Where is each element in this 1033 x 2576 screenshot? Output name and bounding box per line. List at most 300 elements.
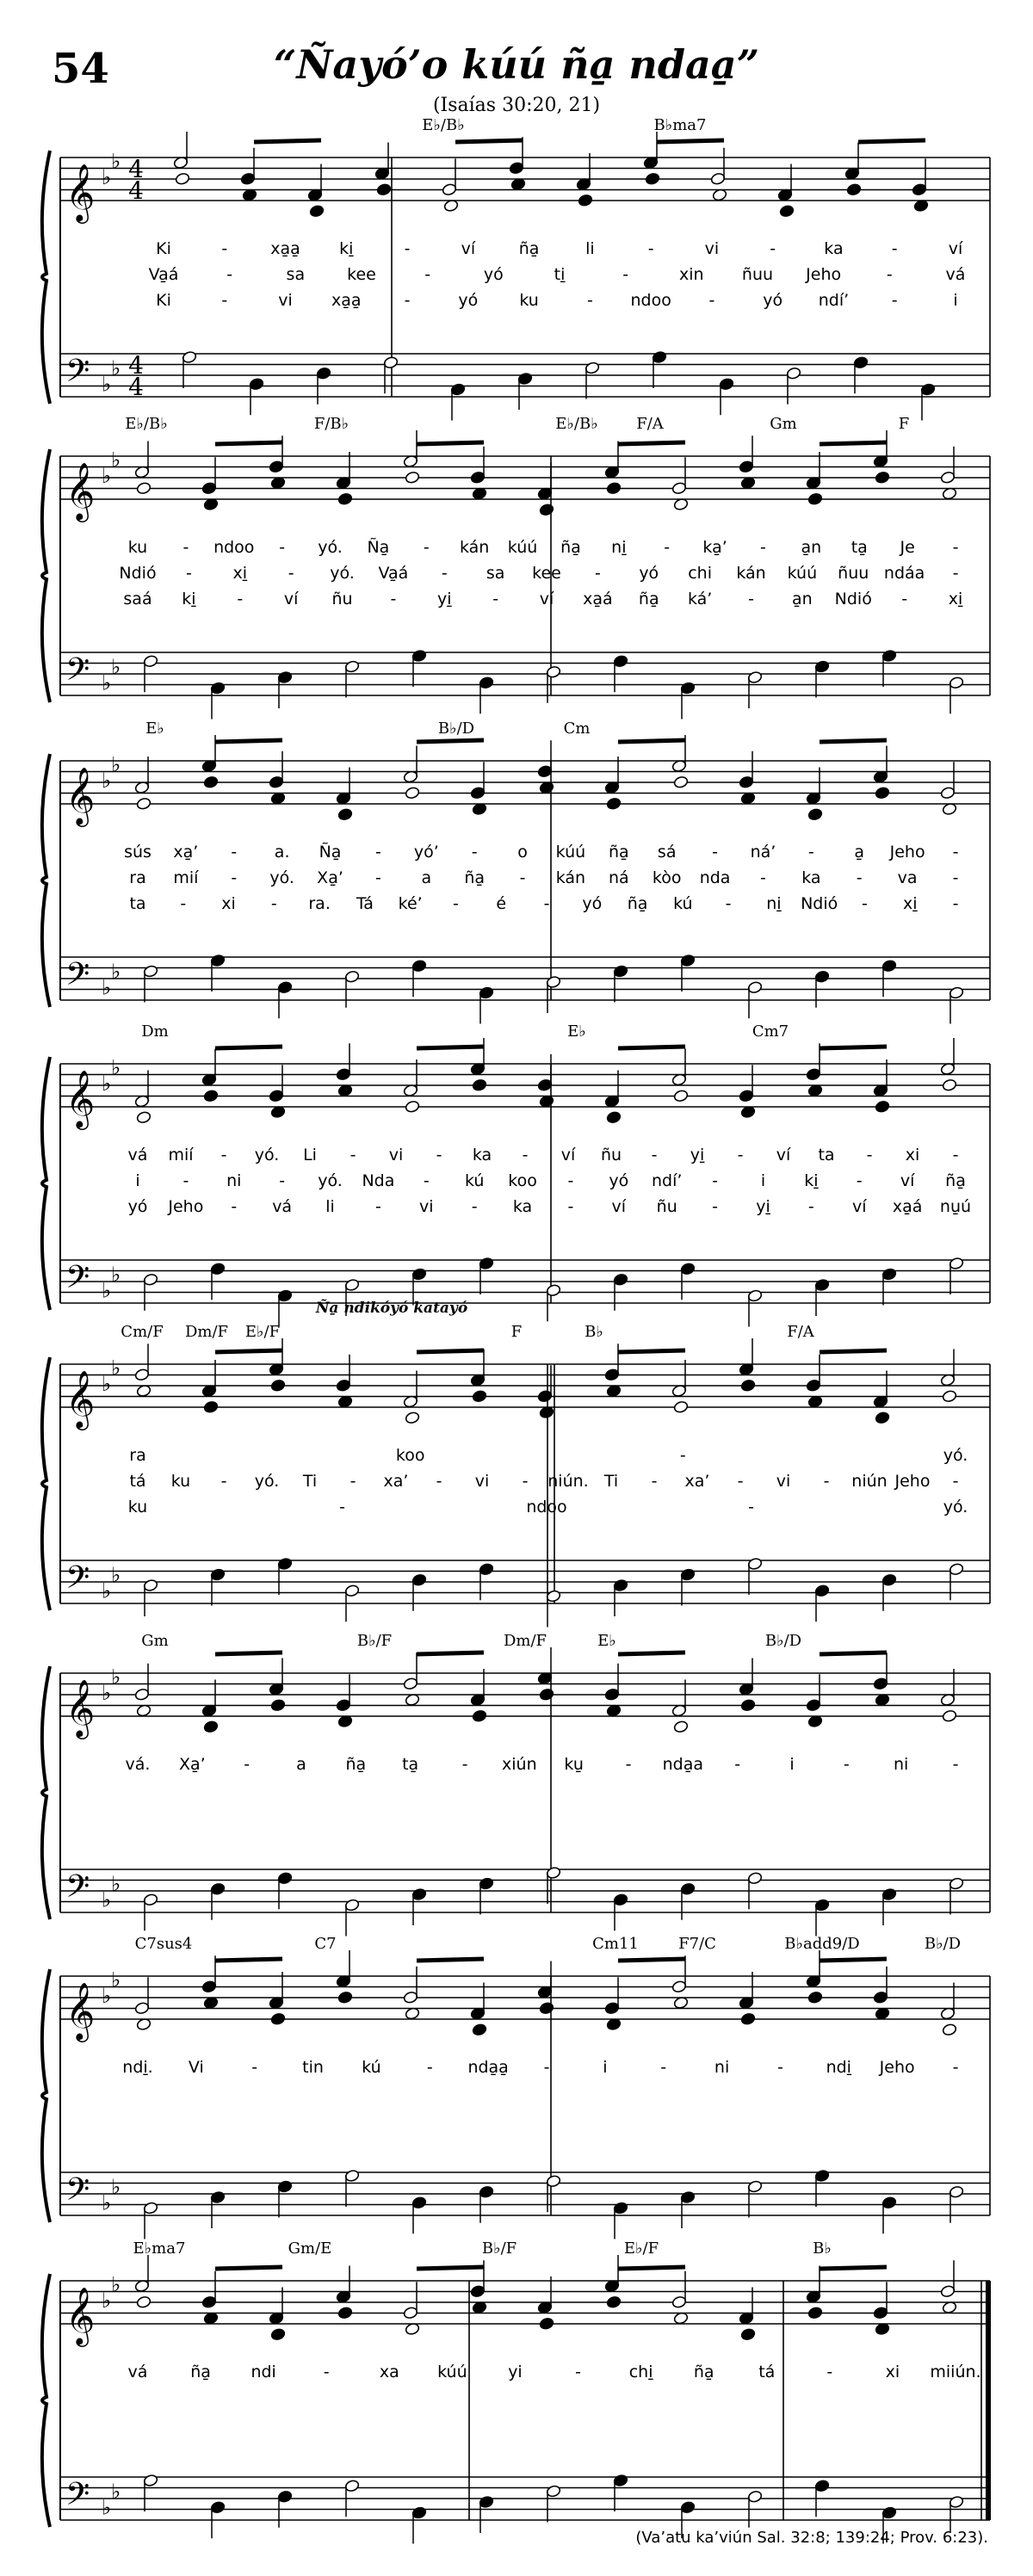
alto-note <box>203 775 219 789</box>
alto-note <box>875 1411 890 1424</box>
lyric-syllable: ké’ <box>398 894 423 913</box>
lyric-syllable: kú <box>673 894 693 913</box>
lyric-syllable: ñuu <box>838 564 869 583</box>
lyric-syllable: ta̱ <box>402 1755 419 1774</box>
lyric-syllable: a̱n <box>801 538 822 557</box>
chord-symbol: B♭/D <box>924 1935 962 1953</box>
flat-sign-icon: ♭ <box>111 1055 121 1080</box>
lyric-syllable: kú <box>464 1171 485 1190</box>
lyric-syllable: ña̱ <box>945 1171 966 1190</box>
lyric-syllable: ni̱ <box>611 538 627 557</box>
lyric-syllable: - <box>237 590 244 608</box>
lyric-syllable: é <box>496 894 507 913</box>
lyric-syllable: - <box>424 265 431 284</box>
lyric-syllable: kán <box>459 538 490 557</box>
system-brace <box>42 2274 50 2527</box>
lyric-syllable: yi̱ <box>690 1146 705 1164</box>
lyric-syllable: - <box>952 1755 959 1774</box>
flat-sign-icon: ♭ <box>111 752 121 777</box>
lyric-syllable: a <box>421 868 432 887</box>
lyric-syllable: - <box>244 1755 251 1774</box>
time-signature-bottom: 4 <box>128 373 144 401</box>
lyric-syllable: ndí’ <box>818 291 850 310</box>
lyric-syllable: mií <box>173 868 199 887</box>
lyric-syllable: Ti <box>302 1472 318 1491</box>
lyric-syllable: - <box>231 868 238 887</box>
lyric-syllable: - <box>866 1146 873 1164</box>
lyric-syllable: Ki <box>156 291 171 310</box>
note-beam <box>820 1652 887 1654</box>
alto-note <box>807 492 823 506</box>
lyric-syllable: ndí’ <box>651 1171 683 1190</box>
alto-note <box>942 1078 957 1092</box>
system-brace <box>42 1666 50 1919</box>
flat-sign-icon: ♭ <box>111 1871 121 1896</box>
lyric-syllable: - <box>856 1171 863 1190</box>
lyric-syllable: ka <box>472 1146 492 1164</box>
chord-symbol: Gm/E <box>288 2239 332 2258</box>
lyric-syllable: - <box>543 894 550 913</box>
lyric-syllable: yó. <box>318 1171 343 1190</box>
chord-symbol: C7 <box>314 1935 337 1953</box>
lyric-syllable: yi <box>508 2363 523 2381</box>
alto-note <box>203 1400 219 1414</box>
lyric-syllable: - <box>862 894 868 913</box>
lyric-syllable: ra. <box>308 894 331 913</box>
lyric-syllable: ndoo <box>526 1498 567 1517</box>
note-beam <box>820 2267 887 2269</box>
time-signature-top: 4 <box>128 155 144 183</box>
chord-symbol: B♭add9/D <box>784 1935 860 1953</box>
system-brace <box>42 1057 50 1310</box>
note-beam <box>215 2267 282 2269</box>
lyric-syllable: - <box>823 1472 830 1491</box>
lyric-syllable: ña̱ <box>627 894 648 913</box>
lyric-syllable: - <box>891 291 898 310</box>
lyric-syllable: - <box>807 843 814 862</box>
lyric-syllable: ñu <box>331 590 353 608</box>
alto-note <box>270 1698 286 1712</box>
alto-note <box>578 194 593 207</box>
lyric-syllable: - <box>952 564 959 583</box>
lyric-syllable: ni <box>226 1171 242 1190</box>
chord-symbol: E♭ <box>567 1022 586 1041</box>
lyric-syllable: ví <box>611 1197 627 1216</box>
scripture-reference: (Isaías 30:20, 21) <box>432 95 601 116</box>
lyric-syllable: vá <box>127 2363 148 2381</box>
alto-note <box>203 1720 219 1733</box>
lyric-syllable: - <box>279 538 286 557</box>
flat-sign-icon: ♭ <box>111 959 121 984</box>
lyric-syllable: Jeho <box>889 843 925 862</box>
chord-symbol: B♭ma7 <box>653 116 707 134</box>
bass-clef-icon: 𝄢 <box>65 1560 90 1603</box>
alto-note <box>405 471 420 485</box>
flat-sign-icon: ♭ <box>102 769 112 793</box>
lyric-syllable: ví <box>283 590 299 608</box>
lyric-syllable: Ndió <box>119 564 157 583</box>
lyric-syllable: - <box>231 843 238 862</box>
lyric-syllable: - <box>374 1197 381 1216</box>
lyric-syllable: vi <box>704 239 720 258</box>
lyric-syllable: Ndió <box>801 894 838 913</box>
chord-symbol: Cm <box>563 720 591 738</box>
alto-note <box>807 2306 823 2320</box>
bass-clef-icon: 𝄢 <box>65 1869 90 1912</box>
alto-note <box>539 1688 554 1702</box>
lyric-syllable: miiún. <box>930 2363 981 2381</box>
lyric-syllable: niún. <box>547 1472 589 1491</box>
lyric-syllable: yó. <box>269 868 294 887</box>
chord-symbol: E♭ <box>145 720 164 738</box>
lyric-syllable: Va̱á <box>148 265 179 284</box>
flat-sign-icon: ♭ <box>111 2174 121 2199</box>
lyric-syllable: - <box>807 1197 814 1216</box>
lyric-syllable: ki̱ <box>339 239 354 258</box>
lyric-syllable: vá <box>272 1197 293 1216</box>
chord-symbol: B♭ <box>585 1323 603 1341</box>
flat-sign-icon: ♭ <box>102 372 112 397</box>
tempo-marking: Ña̱ ndikóyó katayó <box>315 1300 468 1317</box>
flat-sign-icon: ♭ <box>111 2479 121 2504</box>
lyric-syllable: Jeho <box>806 265 842 284</box>
lyric-syllable: vá. <box>125 1755 151 1774</box>
lyric-syllable: vi <box>388 1146 404 1164</box>
alto-note <box>472 1709 487 1723</box>
hymn-title: “Ñayó’o kúú ña̱ ndaa̱” <box>273 41 760 88</box>
lyric-syllable: - <box>453 894 459 913</box>
lyric-syllable: - <box>708 291 715 310</box>
alto-note <box>203 1089 219 1103</box>
note-beam <box>215 1959 282 1961</box>
lyric-syllable: - <box>270 894 277 913</box>
bass-clef-icon: 𝄢 <box>65 353 90 397</box>
lyric-syllable: - <box>349 1472 356 1491</box>
lyric-syllable: - <box>349 1146 356 1164</box>
alto-note <box>309 204 325 218</box>
alto-note <box>942 2023 957 2036</box>
lyric-syllable: xa̱a̱ <box>331 291 362 310</box>
alto-note <box>337 807 353 821</box>
lyric-syllable: Jeho <box>894 1472 931 1491</box>
lyric-syllable: xa <box>379 2363 399 2381</box>
lyric-syllable: - <box>374 843 381 862</box>
lyric-syllable: ni̱ <box>766 894 782 913</box>
treble-clef-icon: 𝄞 <box>65 461 96 520</box>
lyric-syllable: vi <box>278 291 293 310</box>
lyric-syllable: kòo <box>652 868 682 887</box>
lyric-syllable: - <box>423 538 430 557</box>
alto-note <box>673 1720 689 1733</box>
note-beam <box>417 442 484 444</box>
lyric-syllable: - <box>251 2058 258 2077</box>
alto-note <box>942 1709 957 1723</box>
lyric-syllable: - <box>231 1197 238 1216</box>
lyric-syllable: kee <box>532 564 561 583</box>
lyric-syllable: - <box>901 590 908 608</box>
system-brace <box>42 1969 50 2222</box>
lyric-syllable: ndi <box>251 2363 276 2381</box>
lyric-syllable: yó. <box>943 1498 968 1517</box>
lyric-syllable: - <box>575 2363 581 2381</box>
lyric-syllable: - <box>770 239 776 258</box>
lyric-syllable: xa̱’ <box>173 843 199 862</box>
lyric-syllable: Xa̱’ <box>178 1755 206 1774</box>
flat-sign-icon: ♭ <box>111 1665 121 1690</box>
lyric-syllable: - <box>712 843 719 862</box>
lyric-syllable: koo <box>395 1446 425 1465</box>
lyric-syllable: - <box>856 868 863 887</box>
lyric-syllable: mií <box>168 1146 194 1164</box>
lyric-syllable: ndi̱. <box>122 2058 153 2077</box>
lyric-syllable: ndáa <box>883 564 925 583</box>
lyric-syllable: ra <box>129 1446 146 1465</box>
note-beam <box>618 1350 685 1352</box>
lyric-syllable: vá <box>127 1146 148 1164</box>
lyric-syllable: ra <box>129 868 146 887</box>
chord-symbol: F7/C <box>678 1935 716 1953</box>
lyric-syllable: - <box>651 1146 658 1164</box>
lyric-syllable: yó <box>609 1171 629 1190</box>
lyric-syllable: Nda <box>362 1171 395 1190</box>
lyric-syllable: - <box>436 1472 442 1491</box>
lyric-syllable: - <box>374 868 381 887</box>
note-beam <box>417 1959 484 1961</box>
treble-clef-icon: 𝄞 <box>65 1369 96 1428</box>
lyric-syllable: nda̱a̱ <box>467 2058 509 2077</box>
alto-note <box>270 2327 286 2341</box>
lyric-syllable: - <box>567 1171 574 1190</box>
alto-note <box>136 2295 152 2309</box>
lyric-syllable: ti̱ <box>554 265 566 284</box>
alto-note <box>645 172 660 186</box>
lyric-syllable: nda̱a <box>662 1755 704 1774</box>
alto-note <box>270 2012 286 2026</box>
lyric-syllable: ku̱ <box>564 1755 584 1774</box>
alto-note <box>472 1078 487 1092</box>
lyric-syllable: yó. <box>254 1472 280 1491</box>
lyric-syllable: - <box>952 538 959 557</box>
lyric-syllable: xa̱á <box>583 590 613 608</box>
lyric-syllable: yó <box>639 564 659 583</box>
lyric-syllable: - <box>436 1146 442 1164</box>
chord-symbol: Cm11 <box>592 1935 639 1953</box>
flat-sign-icon: ♭ <box>102 1278 112 1303</box>
lyric-syllable: - <box>760 538 766 557</box>
time-signature-bottom: 4 <box>128 176 144 205</box>
system-brace <box>42 449 50 702</box>
lyric-syllable: - <box>625 1755 632 1774</box>
note-beam <box>820 1959 887 1961</box>
lyric-syllable: - <box>725 894 732 913</box>
lyric-syllable: sús <box>124 843 152 862</box>
lyric-syllable: vi <box>776 1472 791 1491</box>
lyric-syllable: yi̱ <box>436 590 452 608</box>
lyric-syllable: ka <box>801 868 821 887</box>
chord-symbol: Cm7 <box>752 1022 789 1041</box>
alto-note <box>472 1389 487 1403</box>
alto-note <box>875 471 890 485</box>
lyric-syllable: xa̱á <box>892 1197 923 1216</box>
flat-sign-icon: ♭ <box>102 1887 112 1912</box>
lyric-syllable: - <box>886 265 893 284</box>
chord-symbol: B♭/D <box>764 1632 802 1650</box>
lyric-syllable: va <box>897 868 918 887</box>
alto-note <box>673 775 689 789</box>
flat-sign-icon: ♭ <box>102 2495 112 2520</box>
lyric-syllable: Jeho <box>879 2058 915 2077</box>
lyric-syllable: - <box>760 868 766 887</box>
flat-sign-icon: ♭ <box>102 670 112 695</box>
lyric-syllable: - <box>492 590 499 608</box>
lyric-syllable: - <box>952 2058 959 2077</box>
lyric-syllable: sa <box>286 265 306 284</box>
chord-symbol: E♭/B♭ <box>422 116 465 134</box>
alto-note <box>136 1110 152 1124</box>
treble-clef-icon: 𝄞 <box>65 1069 96 1127</box>
bass-clef-icon: 𝄢 <box>65 956 90 1000</box>
lyric-syllable: xiún <box>502 1755 537 1774</box>
chord-symbol: E♭/B♭ <box>125 415 168 433</box>
chord-symbol: B♭/D <box>437 720 475 738</box>
note-beam <box>417 740 484 742</box>
lyric-syllable: ndoo <box>213 538 255 557</box>
lyric-syllable: ná <box>608 868 629 887</box>
lyric-syllable: ña̱ <box>693 2363 714 2381</box>
lyric-syllable: ki̱ <box>804 1171 819 1190</box>
lyric-syllable: nu̱ú <box>939 1197 972 1216</box>
lyric-syllable: - <box>220 1472 227 1491</box>
lyric-syllable: ví <box>776 1146 791 1164</box>
lyric-syllable: kúú <box>437 2363 467 2381</box>
chord-symbol: E♭/B♭ <box>555 415 598 433</box>
lyric-syllable: yó <box>582 894 603 913</box>
note-beam <box>215 1350 282 1352</box>
lyric-syllable: - <box>712 1197 719 1216</box>
lyric-syllable: Jeho <box>168 1197 204 1216</box>
lyric-syllable: ta̱ <box>851 538 868 557</box>
flat-sign-icon: ♭ <box>102 975 112 1000</box>
note-beam <box>215 740 282 742</box>
lyric-syllable: i <box>135 1171 140 1190</box>
alto-note <box>376 182 392 196</box>
flat-sign-icon: ♭ <box>102 1578 112 1603</box>
lyric-syllable: - <box>776 2058 783 2077</box>
note-beam <box>417 2267 484 2269</box>
lyric-syllable: - <box>226 265 233 284</box>
lyric-syllable: - <box>220 1146 227 1164</box>
bass-clef-icon: 𝄢 <box>65 2476 90 2520</box>
hymn-number: 54 <box>52 45 109 93</box>
lyric-syllable: - <box>185 564 192 583</box>
bass-clef-icon: 𝄢 <box>65 652 90 695</box>
lyric-syllable: Ti <box>603 1472 619 1491</box>
note-beam <box>215 442 282 444</box>
note-beam <box>618 2267 685 2269</box>
note-beam <box>618 1047 685 1048</box>
alto-note <box>270 1379 286 1393</box>
lyric-syllable: - <box>748 590 754 608</box>
lyric-syllable: xi̱ <box>232 564 248 583</box>
final-barline <box>986 2281 991 2520</box>
lyric-syllable: - <box>543 2058 550 2077</box>
lyric-syllable: - <box>339 1498 345 1517</box>
lyric-syllable: - <box>737 1472 744 1491</box>
chord-symbol: Dm/F <box>184 1323 229 1341</box>
note-beam <box>858 140 925 142</box>
flat-sign-icon: ♭ <box>102 2289 112 2313</box>
lyric-syllable: Je <box>900 538 915 557</box>
lyric-syllable: - <box>404 239 411 258</box>
chord-symbol: F/A <box>636 415 664 433</box>
lyric-syllable: - <box>679 1446 686 1465</box>
lyric-syllable: a̱n <box>792 590 813 608</box>
note-beam <box>417 1350 484 1352</box>
lyric-syllable: - <box>426 2058 433 2077</box>
lyric-syllable: - <box>288 564 294 583</box>
lyric-syllable: ká’ <box>687 590 713 608</box>
lyric-syllable: ñu <box>600 1146 622 1164</box>
flat-sign-icon: ♭ <box>102 2190 112 2215</box>
lyric-syllable: Ndió <box>834 590 872 608</box>
lyric-syllable: - <box>279 1171 286 1190</box>
lyric-syllable: i <box>603 2058 608 2077</box>
lyric-syllable: ña̱ <box>560 538 581 557</box>
note-beam <box>618 1652 685 1654</box>
alto-note <box>740 1698 756 1712</box>
lyric-syllable: - <box>390 590 397 608</box>
note-beam <box>215 1047 282 1048</box>
lyric-syllable: - <box>594 564 601 583</box>
flat-sign-icon: ♭ <box>111 654 121 679</box>
lyric-syllable: yó <box>127 1197 148 1216</box>
lyric-syllable: xi <box>885 2363 900 2381</box>
lyric-syllable: - <box>952 1472 959 1491</box>
lyric-syllable: Ki <box>156 239 171 258</box>
lyric-syllable: yó <box>483 265 504 284</box>
lyric-syllable: - <box>471 843 478 862</box>
lyric-syllable: ñuu <box>741 265 774 284</box>
lyric-syllable: a̱ <box>854 843 865 862</box>
chord-symbol: Dm <box>141 1022 169 1041</box>
treble-clef-icon: 𝄞 <box>65 1981 96 2040</box>
bass-clef-icon: 𝄢 <box>65 1259 90 1303</box>
lyric-syllable: - <box>737 1146 744 1164</box>
lyric-syllable: xin <box>679 265 704 284</box>
treble-clef-icon: 𝄞 <box>65 163 96 221</box>
lyric-syllable: niún <box>851 1472 888 1491</box>
lyric-syllable: - <box>519 868 526 887</box>
flat-sign-icon: ♭ <box>102 464 112 488</box>
lyric-syllable: - <box>748 1498 754 1517</box>
lyric-syllable: ví <box>851 1197 867 1216</box>
flat-sign-icon: ♭ <box>102 1072 112 1096</box>
lyric-syllable: kú <box>362 2058 381 2077</box>
lyric-syllable: xi <box>221 894 236 913</box>
lyric-syllable: tá <box>129 1472 146 1491</box>
lyric-syllable: Tá <box>356 894 374 913</box>
bass-clef-icon: 𝄢 <box>65 2171 90 2215</box>
alto-note <box>779 204 795 218</box>
flat-sign-icon: ♭ <box>102 1984 112 2008</box>
lyric-syllable: - <box>952 894 959 913</box>
note-beam <box>215 1652 282 1654</box>
alto-note <box>606 797 622 811</box>
lyric-syllable: koo <box>508 1171 537 1190</box>
lyric-syllable: ndoo <box>630 291 671 310</box>
lyric-syllable: - <box>660 2058 667 2077</box>
lyric-syllable: - <box>221 239 228 258</box>
